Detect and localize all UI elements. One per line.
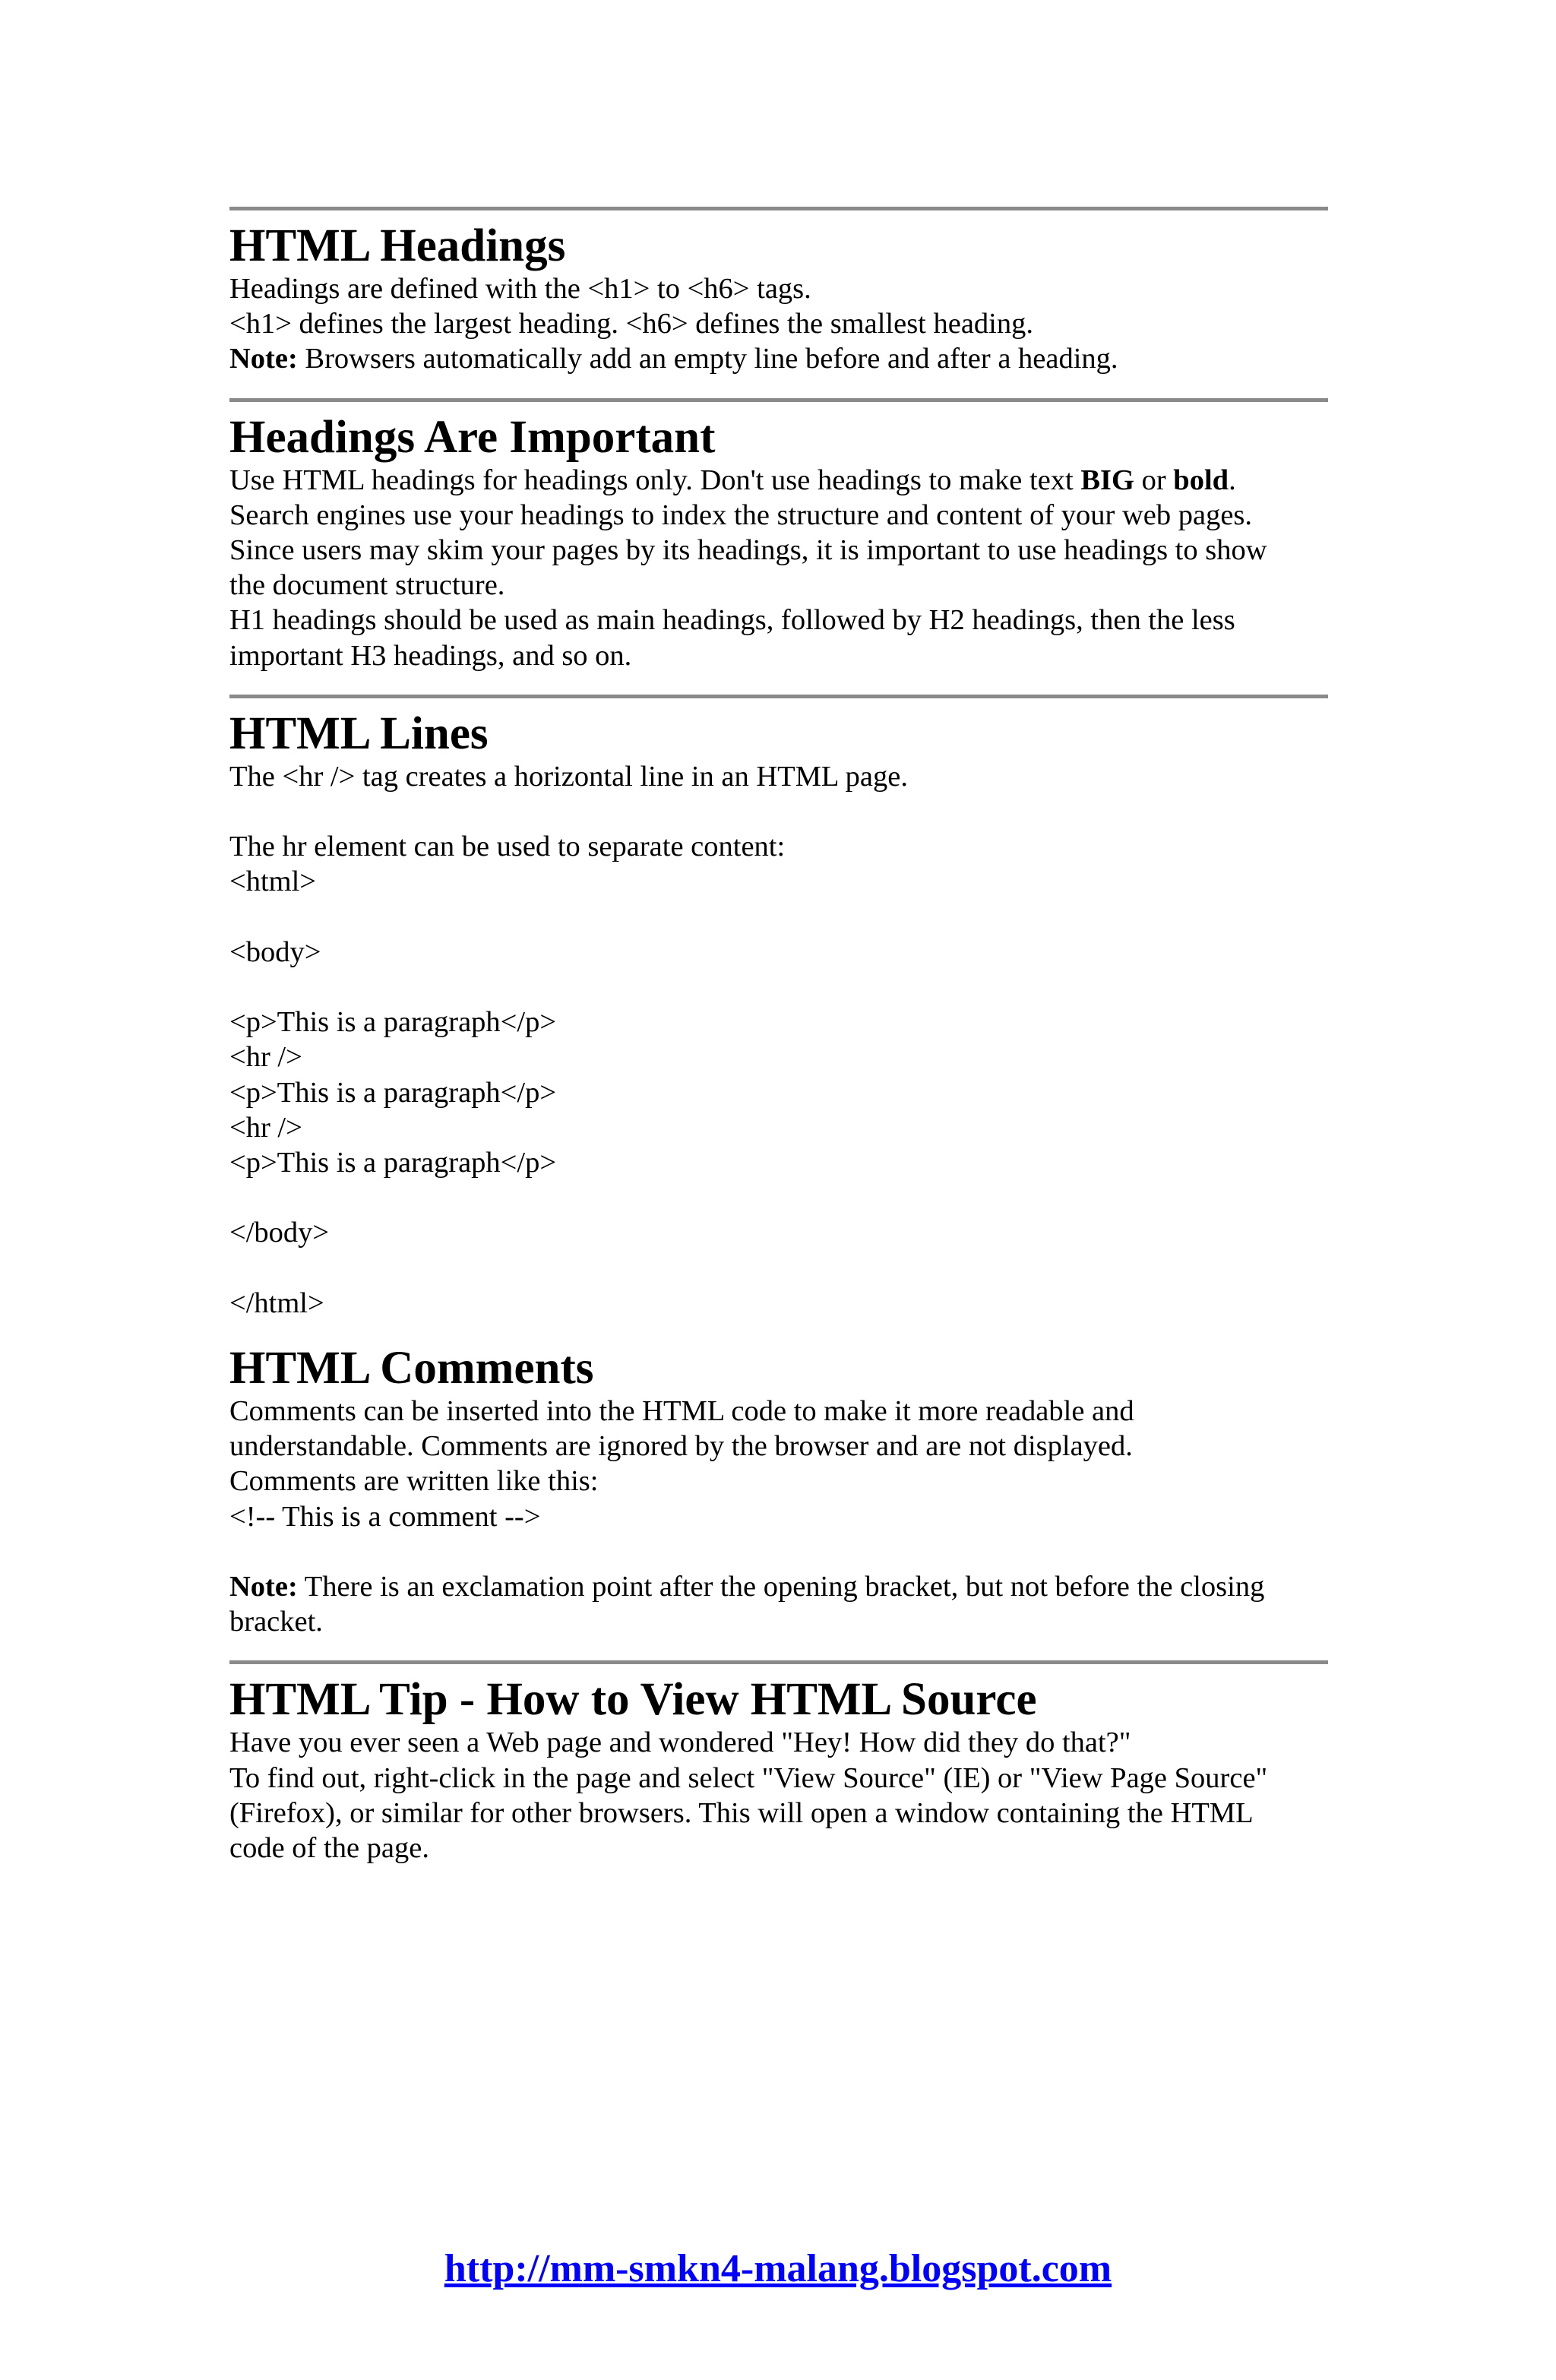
- code-line: <p>This is a paragraph</p>: [229, 1147, 557, 1179]
- document-body: [229, 207, 1328, 1866]
- text-line: The hr element can be used to separate content:: [229, 831, 786, 863]
- note-label: Note:: [229, 343, 298, 375]
- horizontal-rule: [229, 695, 1328, 698]
- text-line: important H3 headings, and so on.: [229, 639, 632, 672]
- horizontal-rule: [229, 207, 1328, 210]
- text-line: The <hr /> tag creates a horizontal line in an HTML page.: [229, 760, 908, 793]
- text-line: understandable. Comments are ignored by the browser and are not displayed.: [229, 1430, 1133, 1463]
- text-line: [229, 463, 1328, 498]
- code-line: <html>: [229, 866, 317, 898]
- note-line: [229, 1569, 1328, 1604]
- note-label: Note:: [229, 1571, 298, 1603]
- bold-text: BIG: [1080, 464, 1134, 496]
- section-heading: HTML Tip - How to View HTML Source: [229, 1674, 1037, 1726]
- code-line: <body>: [229, 935, 321, 968]
- note-line: bracket.: [229, 1606, 323, 1638]
- section-html-tip: [229, 1675, 1328, 1866]
- code-line: <hr />: [229, 1111, 302, 1144]
- section-heading: HTML Lines: [229, 707, 489, 759]
- text-line: Headings are defined with the <h1> to <h6> tags.: [229, 273, 811, 305]
- footer-link[interactable]: http://mm-smkn4-malang.blogspot.com: [444, 2247, 1112, 2290]
- footer: [0, 2246, 1556, 2291]
- section-headings-important: [229, 413, 1328, 673]
- section-heading: HTML Headings: [229, 220, 566, 271]
- text-fragment: Use HTML headings for headings only. Don't use headings to make text: [229, 464, 1081, 496]
- section-html-headings: [229, 221, 1328, 377]
- section-heading: Headings Are Important: [229, 411, 716, 463]
- code-example: [229, 864, 1328, 1321]
- section-heading: HTML Comments: [229, 1343, 594, 1394]
- text-line: the document structure.: [229, 569, 505, 602]
- text-line: <!-- This is a comment -->: [229, 1500, 541, 1533]
- text-line: Search engines use your headings to index the structure and content of your web pages.: [229, 498, 1253, 531]
- code-line: </html>: [229, 1287, 324, 1319]
- note-line: [229, 341, 1328, 376]
- text-line: Comments can be inserted into the HTML code to make it more readable and: [229, 1395, 1134, 1427]
- code-line: <hr />: [229, 1041, 302, 1074]
- code-line: <p>This is a paragraph</p>: [229, 1006, 557, 1039]
- note-text: Browsers automatically add an empty line before and after a heading.: [297, 343, 1118, 375]
- text-line: Since users may skim your pages by its headings, it is important to use headings to show: [229, 534, 1267, 567]
- section-html-lines: [229, 709, 1328, 1321]
- text-fragment: or: [1134, 464, 1174, 496]
- code-line: </body>: [229, 1217, 330, 1249]
- text-line: To find out, right-click in the page and select "View Source" (IE) or "View Page Source": [229, 1761, 1268, 1794]
- text-line: Comments are written like this:: [229, 1465, 599, 1498]
- text-fragment: .: [1229, 464, 1236, 496]
- text-line: H1 headings should be used as main headings, followed by H2 headings, then the less: [229, 604, 1235, 637]
- horizontal-rule: [229, 1660, 1328, 1664]
- horizontal-rule: [229, 398, 1328, 402]
- bold-text: bold: [1173, 464, 1229, 496]
- note-text: There is an exclamation point after the opening bracket, but not before the closing: [297, 1571, 1265, 1603]
- section-html-comments: [229, 1343, 1328, 1639]
- text-line: Have you ever seen a Web page and wondered "Hey! How did they do that?": [229, 1726, 1131, 1759]
- code-line: <p>This is a paragraph</p>: [229, 1076, 557, 1109]
- text-line: code of the page.: [229, 1832, 429, 1865]
- text-line: (Firefox), or similar for other browsers. This will open a window containing the HTML: [229, 1796, 1254, 1829]
- text-line: <h1> defines the largest heading. <h6> defines the smallest heading.: [229, 308, 1033, 340]
